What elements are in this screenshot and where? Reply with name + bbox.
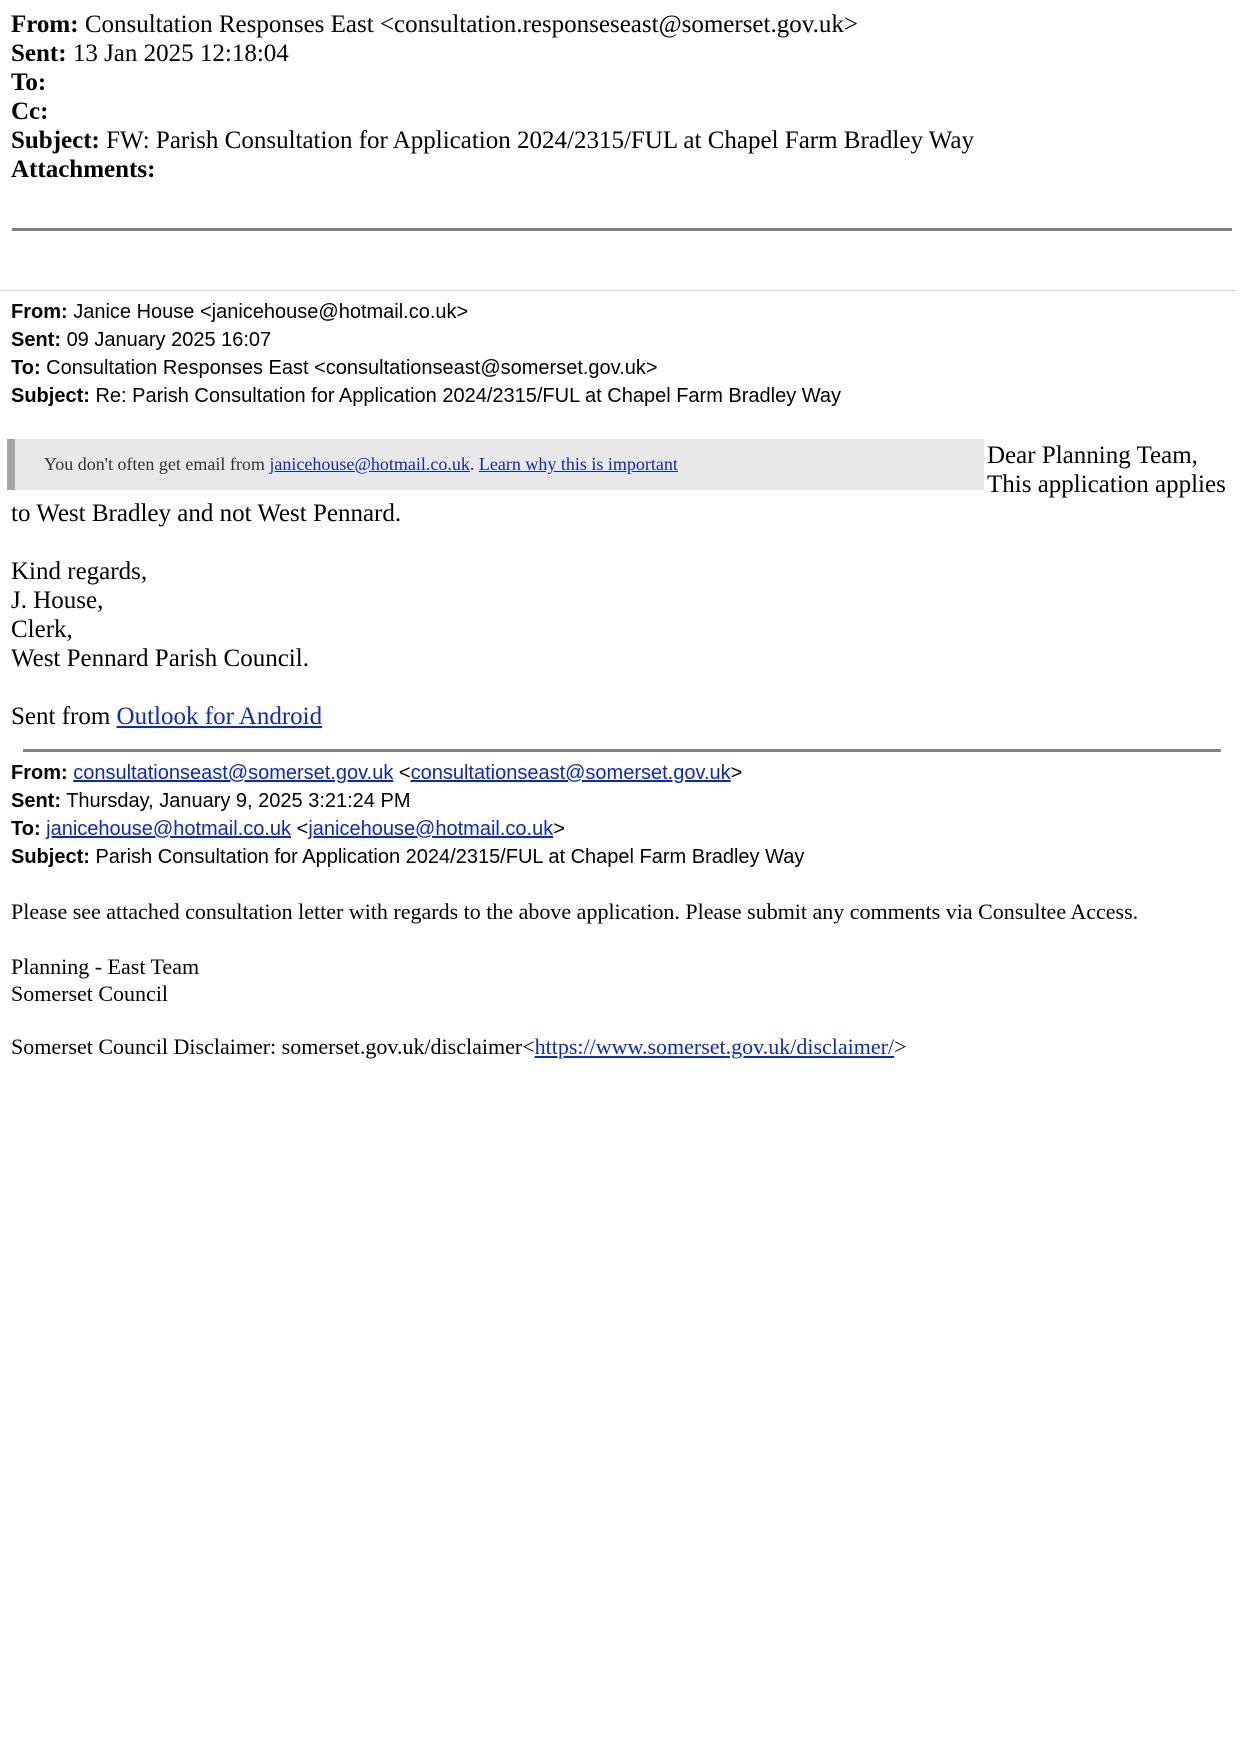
reply-to-line (11, 354, 658, 382)
reply-role: Clerk, (11, 616, 73, 643)
disclaimer-prefix: Somerset Council Disclaimer: somerset.gov.uk/disclaimer< (11, 1034, 535, 1059)
reply-line1-part1: This application applies (987, 471, 1226, 498)
disclaimer-line (11, 1033, 907, 1060)
header-divider (12, 228, 1232, 231)
outer-cc-line (11, 97, 48, 126)
original-subject-label: Subject: (11, 846, 90, 868)
outer-from-line (11, 10, 858, 39)
original-from-line (11, 759, 742, 787)
reply-sent-from (11, 702, 322, 731)
original-sent-label: Sent: (11, 790, 61, 812)
original-sent-value: Thursday, January 9, 2025 3:21:24 PM (66, 790, 411, 812)
original-divider (23, 749, 1221, 752)
original-from-link[interactable]: consultationseast@somerset.gov.uk (73, 762, 394, 784)
reply-subject-value: Re: Parish Consultation for Application 2024/2315/FUL at Chapel Farm Bradley Way (95, 385, 842, 407)
reply-sent-value: 09 January 2025 16:07 (66, 329, 272, 351)
reply-regards: Kind regards, (11, 558, 148, 585)
outer-sent-label: Sent: (11, 40, 67, 67)
outer-sent-line (11, 39, 289, 68)
reply-subject-label: Subject: (11, 385, 90, 407)
original-from-bracket-close: > (730, 762, 743, 784)
outer-subject-label: Subject: (11, 127, 100, 154)
external-sender-banner (7, 439, 984, 490)
reply-sent-label: Sent: (11, 329, 61, 351)
reply-from-line (11, 298, 468, 326)
reply-to-value: Consultation Responses East <consultationseast@somerset.gov.uk> (46, 357, 658, 379)
original-to-link-bracketed[interactable]: janicehouse@hotmail.co.uk (308, 818, 554, 840)
reply-to-label: To: (11, 357, 41, 379)
reply-line1-part2: to West Bradley and not West Pennard. (11, 500, 402, 527)
banner-prefix: You don't often get email from (44, 454, 270, 474)
outer-attachments-label: Attachments: (11, 156, 156, 183)
reply-from-label: From: (11, 301, 68, 323)
original-to-line (11, 815, 565, 843)
original-from-label: From: (11, 762, 68, 784)
reply-greeting: Dear Planning Team, (987, 442, 1198, 469)
original-from-link-bracketed[interactable]: consultationseast@somerset.gov.uk (410, 762, 731, 784)
original-subject-value: Parish Consultation for Application 2024/2315/FUL at Chapel Farm Bradley Way (95, 846, 805, 868)
reply-subject-line (11, 382, 841, 410)
banner-email-link[interactable]: janicehouse@hotmail.co.uk (269, 454, 470, 474)
outer-to-line (11, 68, 46, 97)
original-sent-line (11, 787, 410, 815)
reply-divider (0, 290, 1236, 291)
reply-from-value: Janice House <janicehouse@hotmail.co.uk> (73, 301, 469, 323)
disclaimer-link[interactable]: https://www.somerset.gov.uk/disclaimer/ (534, 1034, 895, 1059)
outlook-android-link[interactable]: Outlook for Android (116, 703, 323, 730)
outer-subject-line (11, 126, 974, 155)
original-council: Somerset Council (11, 981, 169, 1006)
original-to-link[interactable]: janicehouse@hotmail.co.uk (46, 818, 292, 840)
original-from-bracket-open: < (393, 762, 411, 784)
original-to-bracket-open: < (291, 818, 309, 840)
banner-separator: . (469, 454, 479, 474)
outer-from-value: Consultation Responses East <consultation.responseseast@somerset.gov.uk> (84, 11, 858, 38)
disclaimer-suffix: > (894, 1034, 907, 1059)
outer-to-label: To: (11, 69, 47, 96)
original-to-bracket-close: > (553, 818, 565, 840)
outer-cc-label: Cc: (11, 98, 49, 125)
original-to-label: To: (11, 818, 41, 840)
banner-learn-link[interactable]: Learn why this is important (478, 454, 678, 474)
outer-from-label: From: (11, 11, 79, 38)
reply-name: J. House, (11, 587, 104, 614)
outer-subject-value: FW: Parish Consultation for Application 2024/2315/FUL at Chapel Farm Bradley Way (106, 127, 974, 154)
original-subject-line (11, 843, 804, 871)
reply-org: West Pennard Parish Council. (11, 645, 309, 672)
sent-from-prefix: Sent from (11, 703, 117, 730)
original-message: Please see attached consultation letter with regards to the above application. Please submit any comments via Consultee Access. (11, 899, 1139, 924)
reply-sent-line (11, 326, 271, 354)
outer-sent-value: 13 Jan 2025 12:18:04 (72, 40, 289, 67)
original-team: Planning - East Team (11, 954, 200, 979)
outer-attachments-line (11, 155, 155, 184)
